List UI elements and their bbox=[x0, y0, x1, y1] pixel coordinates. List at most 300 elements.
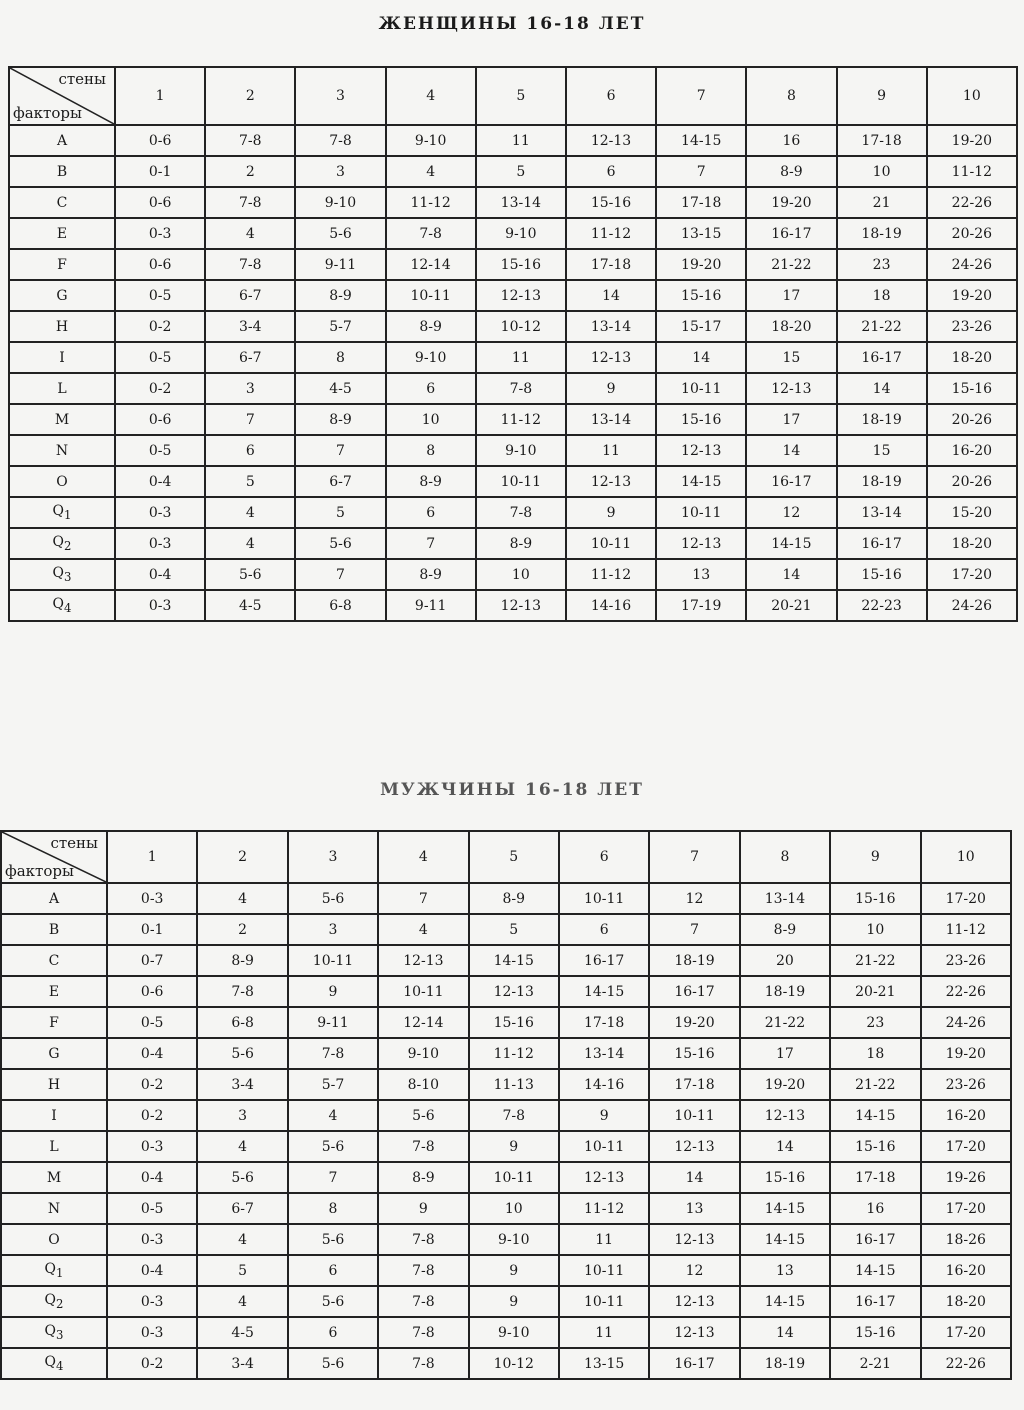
score-cell: 6 bbox=[386, 373, 476, 404]
corner-label-stens: стены bbox=[50, 834, 98, 852]
score-cell: 14 bbox=[746, 435, 836, 466]
score-cell: 3-4 bbox=[197, 1069, 287, 1100]
factor-label: M bbox=[9, 404, 115, 435]
score-cell: 5-6 bbox=[295, 218, 385, 249]
score-cell: 11-12 bbox=[921, 914, 1011, 945]
score-cell: 17 bbox=[740, 1038, 830, 1069]
score-cell: 10-11 bbox=[656, 373, 746, 404]
score-cell: 3 bbox=[205, 373, 295, 404]
score-cell: 12-13 bbox=[746, 373, 836, 404]
score-cell: 12-13 bbox=[740, 1100, 830, 1131]
factor-label: F bbox=[9, 249, 115, 280]
score-cell: 8 bbox=[295, 342, 385, 373]
score-cell: 8-9 bbox=[469, 883, 559, 914]
table-row bbox=[9, 528, 1017, 559]
score-cell: 0-6 bbox=[107, 976, 197, 1007]
score-cell: 15-16 bbox=[830, 1131, 920, 1162]
score-cell: 11 bbox=[559, 1224, 649, 1255]
factor-label: B bbox=[9, 156, 115, 187]
score-cell: 9-10 bbox=[295, 187, 385, 218]
score-cell: 4 bbox=[205, 528, 295, 559]
score-cell: 2-21 bbox=[830, 1348, 920, 1379]
score-cell: 5-6 bbox=[288, 1131, 378, 1162]
score-cell: 22-23 bbox=[837, 590, 927, 621]
sten-header-2: 2 bbox=[197, 831, 287, 883]
score-cell: 16-17 bbox=[746, 218, 836, 249]
score-cell: 5-6 bbox=[197, 1038, 287, 1069]
score-cell: 7 bbox=[295, 435, 385, 466]
corner-label-factors: факторы bbox=[13, 104, 82, 122]
score-cell: 0-4 bbox=[107, 1038, 197, 1069]
score-cell: 14 bbox=[656, 342, 746, 373]
score-cell: 23 bbox=[837, 249, 927, 280]
factor-label: $Q_4$ bbox=[9, 590, 115, 621]
score-cell: 15-20 bbox=[927, 497, 1017, 528]
factor-label: L bbox=[9, 373, 115, 404]
score-cell: 8-9 bbox=[746, 156, 836, 187]
score-cell: 0-2 bbox=[107, 1069, 197, 1100]
score-cell: 12-14 bbox=[386, 249, 476, 280]
score-cell: 7-8 bbox=[476, 373, 566, 404]
score-cell: 7-8 bbox=[205, 125, 295, 156]
score-cell: 8-10 bbox=[378, 1069, 468, 1100]
score-cell: 5-6 bbox=[295, 528, 385, 559]
score-cell: 15-16 bbox=[830, 883, 920, 914]
score-cell: 23-26 bbox=[921, 945, 1011, 976]
score-cell: 13-15 bbox=[656, 218, 746, 249]
score-cell: 7 bbox=[295, 559, 385, 590]
score-cell: 7 bbox=[288, 1162, 378, 1193]
factor-label: C bbox=[1, 945, 107, 976]
factor-label: B bbox=[1, 914, 107, 945]
score-cell: 20-26 bbox=[927, 218, 1017, 249]
score-cell: 14-15 bbox=[656, 125, 746, 156]
score-cell: 9-10 bbox=[378, 1038, 468, 1069]
score-cell: 9 bbox=[566, 497, 656, 528]
score-cell: 0-5 bbox=[115, 280, 205, 311]
score-cell: 14-15 bbox=[469, 945, 559, 976]
score-cell: 18-20 bbox=[921, 1286, 1011, 1317]
score-cell: 18-19 bbox=[837, 404, 927, 435]
sten-header-6: 6 bbox=[566, 67, 656, 125]
score-cell: 6 bbox=[559, 914, 649, 945]
score-cell: 18-19 bbox=[837, 218, 927, 249]
score-cell: 19-20 bbox=[740, 1069, 830, 1100]
score-cell: 8-9 bbox=[386, 466, 476, 497]
table-row bbox=[1, 1317, 1011, 1348]
factor-label: N bbox=[1, 1193, 107, 1224]
score-cell: 10-11 bbox=[566, 528, 656, 559]
score-cell: 13-14 bbox=[559, 1038, 649, 1069]
score-cell: 12-13 bbox=[378, 945, 468, 976]
score-cell: 16-20 bbox=[927, 435, 1017, 466]
score-cell: 9 bbox=[288, 976, 378, 1007]
score-cell: 13 bbox=[656, 559, 746, 590]
score-cell: 10-12 bbox=[469, 1348, 559, 1379]
score-cell: 12-14 bbox=[378, 1007, 468, 1038]
score-cell: 12-13 bbox=[649, 1286, 739, 1317]
score-cell: 19-26 bbox=[921, 1162, 1011, 1193]
score-cell: 6 bbox=[288, 1317, 378, 1348]
score-cell: 16-17 bbox=[830, 1224, 920, 1255]
score-cell: 7-8 bbox=[378, 1255, 468, 1286]
score-cell: 10-11 bbox=[656, 497, 746, 528]
score-cell: 7-8 bbox=[378, 1348, 468, 1379]
score-cell: 6-8 bbox=[295, 590, 385, 621]
score-cell: 13-14 bbox=[566, 311, 656, 342]
score-cell: 17-18 bbox=[566, 249, 656, 280]
factor-label: E bbox=[9, 218, 115, 249]
score-cell: 9-10 bbox=[476, 435, 566, 466]
sten-header-1: 1 bbox=[115, 67, 205, 125]
score-cell: 7-8 bbox=[469, 1100, 559, 1131]
factor-label: H bbox=[9, 311, 115, 342]
score-cell: 23 bbox=[830, 1007, 920, 1038]
women-table-body bbox=[9, 125, 1017, 621]
table-row bbox=[9, 156, 1017, 187]
score-cell: 12-13 bbox=[656, 435, 746, 466]
score-cell: 13-14 bbox=[740, 883, 830, 914]
score-cell: 4 bbox=[378, 914, 468, 945]
score-cell: 10-11 bbox=[649, 1100, 739, 1131]
sten-header-7: 7 bbox=[649, 831, 739, 883]
score-cell: 16-17 bbox=[649, 976, 739, 1007]
score-cell: 11-12 bbox=[559, 1193, 649, 1224]
score-cell: 11 bbox=[476, 342, 566, 373]
score-cell: 0-3 bbox=[107, 1317, 197, 1348]
score-cell: 14-15 bbox=[559, 976, 649, 1007]
score-cell: 9-11 bbox=[288, 1007, 378, 1038]
score-cell: 14-15 bbox=[656, 466, 746, 497]
score-cell: 4 bbox=[205, 218, 295, 249]
score-cell: 5 bbox=[469, 914, 559, 945]
table-row bbox=[9, 125, 1017, 156]
score-cell: 7 bbox=[386, 528, 476, 559]
score-cell: 4 bbox=[386, 156, 476, 187]
score-cell: 0-4 bbox=[115, 466, 205, 497]
factor-label: E bbox=[1, 976, 107, 1007]
corner-label-stens: стены bbox=[58, 70, 106, 88]
score-cell: 12-13 bbox=[566, 342, 656, 373]
score-cell: 5-6 bbox=[378, 1100, 468, 1131]
score-cell: 6 bbox=[205, 435, 295, 466]
score-cell: 8-9 bbox=[740, 914, 830, 945]
factor-label: G bbox=[9, 280, 115, 311]
score-cell: 8-9 bbox=[378, 1162, 468, 1193]
score-cell: 15-16 bbox=[656, 280, 746, 311]
score-cell: 18-19 bbox=[837, 466, 927, 497]
score-cell: 0-5 bbox=[115, 435, 205, 466]
men-section bbox=[0, 778, 1024, 1410]
women-header-row bbox=[9, 67, 1017, 125]
score-cell: 11-12 bbox=[386, 187, 476, 218]
women-table-title: ЖЕНЩИНЫ 16-18 ЛЕТ bbox=[378, 14, 646, 34]
factor-label: $Q_2$ bbox=[9, 528, 115, 559]
score-cell: 12-13 bbox=[469, 976, 559, 1007]
score-cell: 10-11 bbox=[469, 1162, 559, 1193]
score-cell: 16-17 bbox=[559, 945, 649, 976]
score-cell: 5 bbox=[205, 466, 295, 497]
score-cell: 14-15 bbox=[740, 1286, 830, 1317]
score-cell: 16-17 bbox=[649, 1348, 739, 1379]
score-cell: 17-20 bbox=[927, 559, 1017, 590]
score-cell: 0-2 bbox=[107, 1100, 197, 1131]
factor-label: $Q_3$ bbox=[1, 1317, 107, 1348]
score-cell: 19-20 bbox=[921, 1038, 1011, 1069]
score-cell: 8-9 bbox=[386, 559, 476, 590]
score-cell: 7 bbox=[649, 914, 739, 945]
factor-label: $Q_1$ bbox=[1, 1255, 107, 1286]
score-cell: 4 bbox=[197, 1286, 287, 1317]
score-cell: 16-20 bbox=[921, 1255, 1011, 1286]
score-cell: 11-13 bbox=[469, 1069, 559, 1100]
score-cell: 21-22 bbox=[830, 945, 920, 976]
men-table-body bbox=[1, 883, 1011, 1379]
score-cell: 15-16 bbox=[649, 1038, 739, 1069]
women-corner-cell bbox=[9, 67, 115, 125]
score-cell: 15-16 bbox=[566, 187, 656, 218]
score-cell: 18-26 bbox=[921, 1224, 1011, 1255]
score-cell: 11-12 bbox=[476, 404, 566, 435]
score-cell: 14 bbox=[746, 559, 836, 590]
score-cell: 10 bbox=[837, 156, 927, 187]
factor-label: C bbox=[9, 187, 115, 218]
score-cell: 17-18 bbox=[656, 187, 746, 218]
score-cell: 17 bbox=[746, 404, 836, 435]
score-cell: 13 bbox=[740, 1255, 830, 1286]
score-cell: 14 bbox=[740, 1131, 830, 1162]
table-row bbox=[1, 1255, 1011, 1286]
score-cell: 7-8 bbox=[378, 1224, 468, 1255]
score-cell: 7-8 bbox=[378, 1286, 468, 1317]
score-cell: 10-11 bbox=[559, 1131, 649, 1162]
score-cell: 22-26 bbox=[921, 976, 1011, 1007]
score-cell: 4 bbox=[197, 1131, 287, 1162]
score-cell: 9 bbox=[469, 1131, 559, 1162]
score-cell: 0-3 bbox=[107, 1224, 197, 1255]
score-cell: 19-20 bbox=[656, 249, 746, 280]
table-row bbox=[1, 945, 1011, 976]
score-cell: 9 bbox=[566, 373, 656, 404]
score-cell: 17-20 bbox=[921, 1131, 1011, 1162]
factor-label: $Q_1$ bbox=[9, 497, 115, 528]
score-cell: 15-16 bbox=[927, 373, 1017, 404]
score-cell: 15-16 bbox=[837, 559, 927, 590]
score-cell: 18 bbox=[830, 1038, 920, 1069]
score-cell: 12-13 bbox=[649, 1317, 739, 1348]
score-cell: 10-12 bbox=[476, 311, 566, 342]
sten-header-9: 9 bbox=[837, 67, 927, 125]
score-cell: 7 bbox=[205, 404, 295, 435]
score-cell: 5-6 bbox=[197, 1162, 287, 1193]
factor-label: H bbox=[1, 1069, 107, 1100]
table-row bbox=[1, 1348, 1011, 1379]
score-cell: 16 bbox=[830, 1193, 920, 1224]
score-cell: 21 bbox=[837, 187, 927, 218]
table-row bbox=[1, 1100, 1011, 1131]
score-cell: 11 bbox=[476, 125, 566, 156]
table-row bbox=[1, 1193, 1011, 1224]
men-table-title: МУЖЧИНЫ 16-18 ЛЕТ bbox=[380, 780, 644, 800]
score-cell: 18-20 bbox=[927, 342, 1017, 373]
table-row bbox=[1, 1038, 1011, 1069]
sten-header-7: 7 bbox=[656, 67, 746, 125]
table-row bbox=[9, 342, 1017, 373]
score-cell: 6 bbox=[566, 156, 656, 187]
score-cell: 0-3 bbox=[107, 1286, 197, 1317]
score-cell: 4 bbox=[197, 1224, 287, 1255]
score-cell: 14-16 bbox=[566, 590, 656, 621]
factor-label: I bbox=[1, 1100, 107, 1131]
score-cell: 0-3 bbox=[115, 528, 205, 559]
score-cell: 3 bbox=[295, 156, 385, 187]
score-cell: 0-6 bbox=[115, 187, 205, 218]
score-cell: 19-20 bbox=[927, 280, 1017, 311]
score-cell: 14-15 bbox=[830, 1100, 920, 1131]
table-row bbox=[1, 1007, 1011, 1038]
score-cell: 7-8 bbox=[288, 1038, 378, 1069]
sten-header-5: 5 bbox=[476, 67, 566, 125]
score-cell: 15-16 bbox=[740, 1162, 830, 1193]
score-cell: 2 bbox=[197, 914, 287, 945]
men-corner-cell bbox=[1, 831, 107, 883]
sten-header-1: 1 bbox=[107, 831, 197, 883]
score-cell: 0-2 bbox=[107, 1348, 197, 1379]
table-row bbox=[9, 249, 1017, 280]
score-cell: 0-4 bbox=[107, 1255, 197, 1286]
score-cell: 9-11 bbox=[295, 249, 385, 280]
score-cell: 17-18 bbox=[837, 125, 927, 156]
score-cell: 0-6 bbox=[115, 249, 205, 280]
score-cell: 7-8 bbox=[197, 976, 287, 1007]
score-cell: 0-6 bbox=[115, 404, 205, 435]
score-cell: 9-10 bbox=[386, 125, 476, 156]
score-cell: 0-3 bbox=[107, 1131, 197, 1162]
score-cell: 0-3 bbox=[115, 590, 205, 621]
score-cell: 11 bbox=[559, 1317, 649, 1348]
table-row bbox=[1, 914, 1011, 945]
score-cell: 7-8 bbox=[476, 497, 566, 528]
score-cell: 15 bbox=[746, 342, 836, 373]
score-cell: 15-16 bbox=[656, 404, 746, 435]
score-cell: 15-16 bbox=[476, 249, 566, 280]
table-row bbox=[1, 1286, 1011, 1317]
score-cell: 9 bbox=[469, 1255, 559, 1286]
score-cell: 11-12 bbox=[566, 218, 656, 249]
score-cell: 8 bbox=[288, 1193, 378, 1224]
score-cell: 10 bbox=[476, 559, 566, 590]
score-cell: 14-16 bbox=[559, 1069, 649, 1100]
score-cell: 0-7 bbox=[107, 945, 197, 976]
factor-label: A bbox=[1, 883, 107, 914]
score-cell: 0-3 bbox=[107, 883, 197, 914]
score-cell: 13-14 bbox=[476, 187, 566, 218]
score-cell: 4-5 bbox=[205, 590, 295, 621]
table-row bbox=[9, 497, 1017, 528]
score-cell: 5 bbox=[295, 497, 385, 528]
score-cell: 21-22 bbox=[830, 1069, 920, 1100]
factor-label: $Q_4$ bbox=[1, 1348, 107, 1379]
table-row bbox=[9, 187, 1017, 218]
score-cell: 24-26 bbox=[927, 249, 1017, 280]
score-cell: 20-26 bbox=[927, 404, 1017, 435]
score-cell: 0-5 bbox=[107, 1007, 197, 1038]
score-cell: 14 bbox=[837, 373, 927, 404]
score-cell: 12-13 bbox=[566, 466, 656, 497]
score-cell: 13-15 bbox=[559, 1348, 649, 1379]
table-row bbox=[9, 404, 1017, 435]
score-cell: 18-19 bbox=[740, 976, 830, 1007]
score-cell: 9-11 bbox=[386, 590, 476, 621]
table-row bbox=[9, 218, 1017, 249]
score-cell: 3 bbox=[288, 914, 378, 945]
score-cell: 16-17 bbox=[746, 466, 836, 497]
score-cell: 5-6 bbox=[288, 883, 378, 914]
table-row bbox=[1, 1069, 1011, 1100]
score-cell: 15-16 bbox=[830, 1317, 920, 1348]
score-cell: 20-21 bbox=[830, 976, 920, 1007]
score-cell: 9-10 bbox=[476, 218, 566, 249]
score-cell: 15 bbox=[837, 435, 927, 466]
score-cell: 13 bbox=[649, 1193, 739, 1224]
score-cell: 17-20 bbox=[921, 883, 1011, 914]
score-cell: 6-7 bbox=[205, 342, 295, 373]
score-cell: 18-19 bbox=[649, 945, 739, 976]
score-cell: 21-22 bbox=[837, 311, 927, 342]
score-cell: 12-13 bbox=[656, 528, 746, 559]
score-cell: 0-1 bbox=[115, 156, 205, 187]
score-cell: 19-20 bbox=[927, 125, 1017, 156]
score-cell: 12-13 bbox=[649, 1224, 739, 1255]
score-cell: 15-17 bbox=[656, 311, 746, 342]
score-cell: 7-8 bbox=[378, 1131, 468, 1162]
score-cell: 3 bbox=[197, 1100, 287, 1131]
score-cell: 17-18 bbox=[830, 1162, 920, 1193]
table-row bbox=[1, 1224, 1011, 1255]
factor-label: $Q_3$ bbox=[9, 559, 115, 590]
score-cell: 21-22 bbox=[746, 249, 836, 280]
score-cell: 24-26 bbox=[921, 1007, 1011, 1038]
sten-header-5: 5 bbox=[469, 831, 559, 883]
score-cell: 18-20 bbox=[746, 311, 836, 342]
score-cell: 10 bbox=[469, 1193, 559, 1224]
score-cell: 5-6 bbox=[205, 559, 295, 590]
table-row bbox=[9, 559, 1017, 590]
women-norms-table bbox=[8, 66, 1018, 622]
table-row bbox=[9, 466, 1017, 497]
table-row bbox=[9, 435, 1017, 466]
score-cell: 12 bbox=[746, 497, 836, 528]
table-row bbox=[9, 311, 1017, 342]
score-cell: 17 bbox=[746, 280, 836, 311]
score-cell: 5-7 bbox=[288, 1069, 378, 1100]
score-cell: 12-13 bbox=[566, 125, 656, 156]
score-cell: 0-4 bbox=[115, 559, 205, 590]
score-cell: 4-5 bbox=[197, 1317, 287, 1348]
score-cell: 22-26 bbox=[927, 187, 1017, 218]
sten-header-4: 4 bbox=[378, 831, 468, 883]
score-cell: 14-15 bbox=[830, 1255, 920, 1286]
score-cell: 10-11 bbox=[288, 945, 378, 976]
score-cell: 7-8 bbox=[295, 125, 385, 156]
score-cell: 6-7 bbox=[197, 1193, 287, 1224]
score-cell: 10-11 bbox=[559, 1255, 649, 1286]
sten-header-10: 10 bbox=[927, 67, 1017, 125]
score-cell: 9 bbox=[378, 1193, 468, 1224]
score-cell: 18-19 bbox=[740, 1348, 830, 1379]
factor-label: N bbox=[9, 435, 115, 466]
score-cell: 20-26 bbox=[927, 466, 1017, 497]
